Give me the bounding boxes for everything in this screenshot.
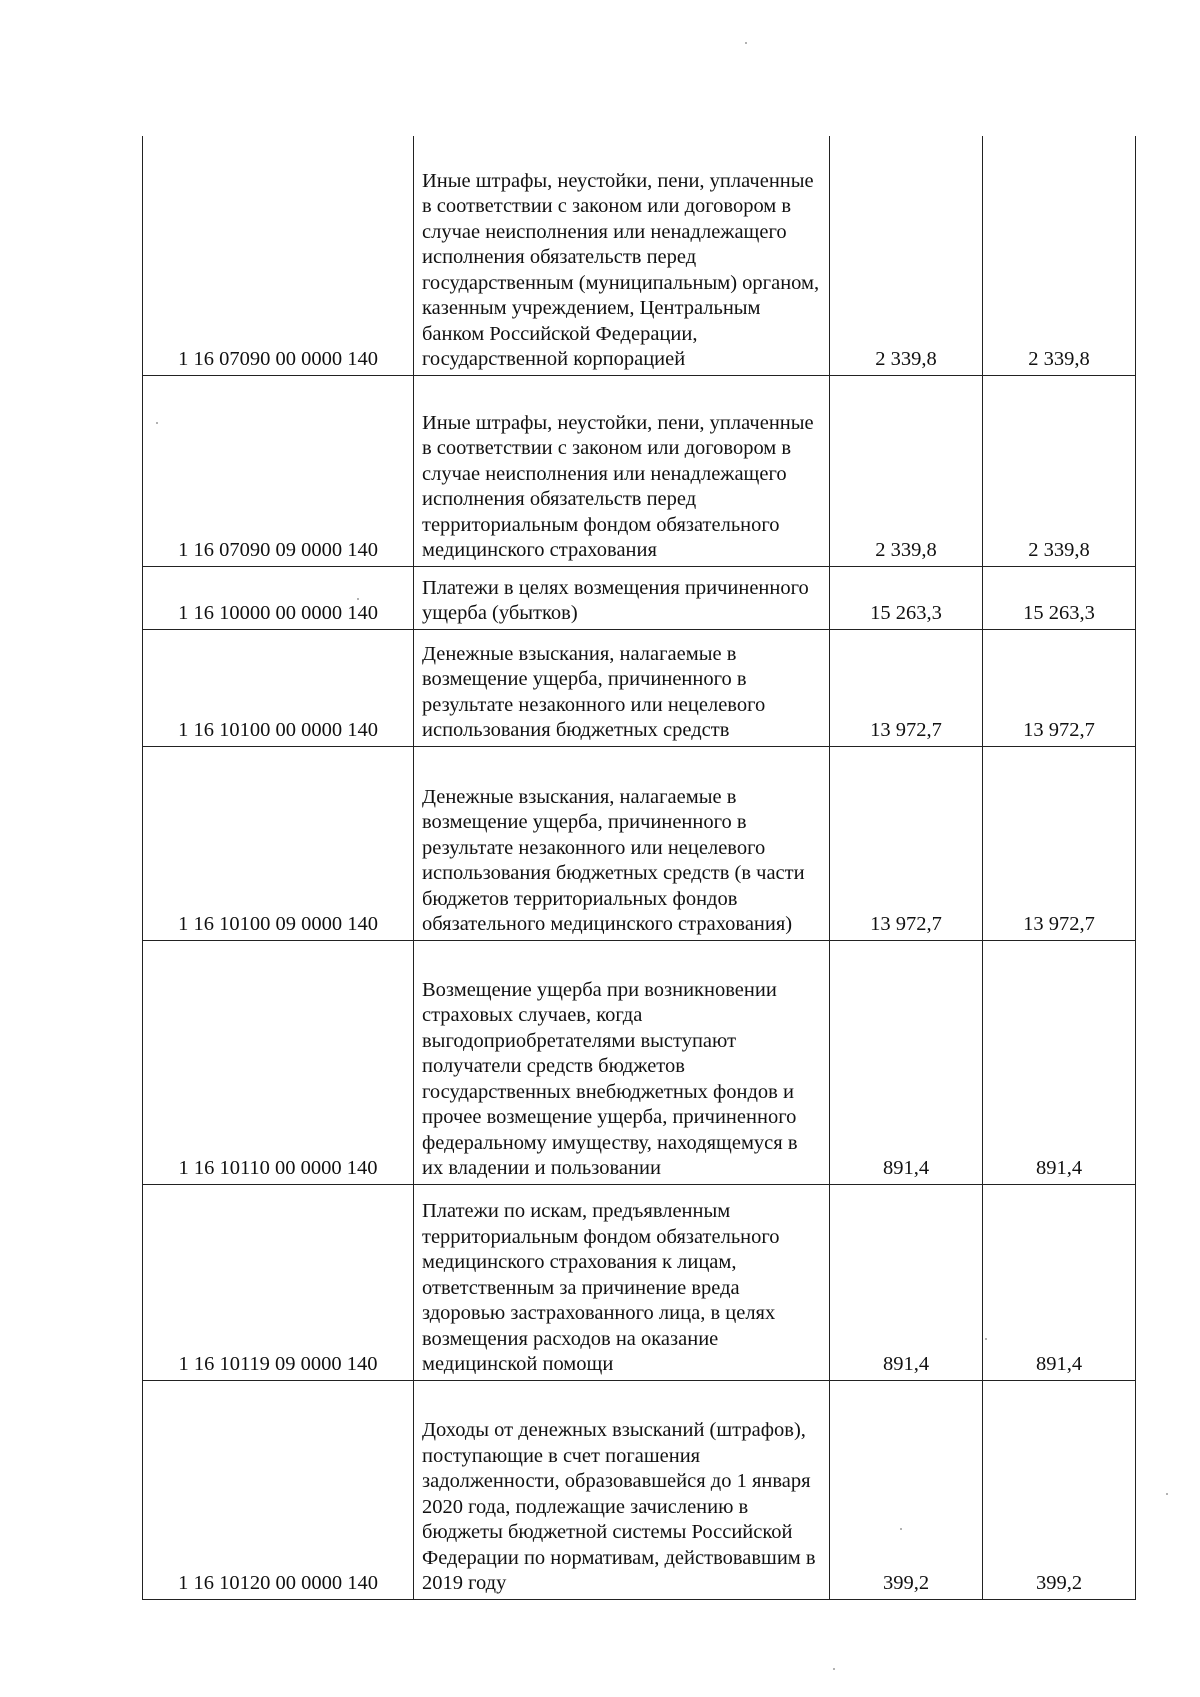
table-row — [143, 629, 1136, 746]
amount-column-1: 891,4 — [830, 940, 983, 1184]
revenue-description: Платежи по искам, предъявленным территориальным фондом обязательного медицинского страхования к лицам, ответственным за причинение вреда здоровью застрахованного лица, в целях возмещения расходов на оказание медицинской помощи — [414, 1184, 830, 1380]
scan-speck — [985, 1338, 987, 1340]
amount-column-1: 13 972,7 — [830, 746, 983, 940]
amount-column-1: 15 263,3 — [830, 566, 983, 629]
amount-column-1: 13 972,7 — [830, 629, 983, 746]
table-row — [143, 136, 1136, 375]
revenue-description: Доходы от денежных взысканий (штрафов), поступающие в счет погашения задолженности, образовавшейся до 1 января 2020 года, подлежащие зачислению в бюджеты бюджетной системы Российской Федерации по нормативам, действовавшим в 2019 году — [414, 1380, 830, 1599]
revenue-description: Иные штрафы, неустойки, пени, уплаченные в соответствии с законом или договором в случае неисполнения или ненадлежащего исполнения обязательств перед территориальным фондом обязательного медицинского страхования — [414, 375, 830, 566]
table-row — [143, 940, 1136, 1184]
amount-column-1: 891,4 — [830, 1184, 983, 1380]
revenue-description: Иные штрафы, неустойки, пени, уплаченные в соответствии с законом или договором в случае неисполнения или ненадлежащего исполнения обязательств перед государственным (муниципальным) органом, казенным учреждением, Центральным банком Российской Федерации, государственной корпорацией — [414, 136, 830, 375]
table-row — [143, 375, 1136, 566]
amount-column-2: 15 263,3 — [983, 566, 1136, 629]
amount-column-1: 2 339,8 — [830, 136, 983, 375]
table-row — [143, 566, 1136, 629]
amount-column-2: 13 972,7 — [983, 629, 1136, 746]
amount-column-2: 2 339,8 — [983, 375, 1136, 566]
scan-speck — [900, 1528, 902, 1530]
revenue-code: 1 16 10120 00 0000 140 — [143, 1380, 414, 1599]
amount-column-2: 2 339,8 — [983, 136, 1136, 375]
scan-speck — [357, 598, 359, 600]
revenue-description: Денежные взыскания, налагаемые в возмещение ущерба, причиненного в результате незаконного или нецелевого использования бюджетных средств (в части бюджетов территориальных фондов обязательного медицинского страхования) — [414, 746, 830, 940]
revenue-code: 1 16 10100 00 0000 140 — [143, 629, 414, 746]
amount-column-2: 13 972,7 — [983, 746, 1136, 940]
amount-column-2: 891,4 — [983, 1184, 1136, 1380]
revenue-code: 1 16 10110 00 0000 140 — [143, 940, 414, 1184]
amount-column-1: 399,2 — [830, 1380, 983, 1599]
revenue-code: 1 16 07090 09 0000 140 — [143, 375, 414, 566]
revenue-code: 1 16 10100 09 0000 140 — [143, 746, 414, 940]
revenue-code: 1 16 07090 00 0000 140 — [143, 136, 414, 375]
amount-column-2: 399,2 — [983, 1380, 1136, 1599]
scan-speck — [833, 1668, 835, 1670]
scan-speck — [1166, 1493, 1168, 1495]
table-row — [143, 1184, 1136, 1380]
revenue-table — [142, 136, 1136, 1600]
table-row — [143, 1380, 1136, 1599]
amount-column-2: 891,4 — [983, 940, 1136, 1184]
amount-column-1: 2 339,8 — [830, 375, 983, 566]
revenue-code: 1 16 10000 00 0000 140 — [143, 566, 414, 629]
revenue-code: 1 16 10119 09 0000 140 — [143, 1184, 414, 1380]
revenue-description: Платежи в целях возмещения причиненного ущерба (убытков) — [414, 566, 830, 629]
revenue-description: Денежные взыскания, налагаемые в возмещение ущерба, причиненного в результате незаконного или нецелевого использования бюджетных средств — [414, 629, 830, 746]
scan-speck — [745, 42, 747, 44]
scan-speck — [156, 422, 158, 424]
revenue-description: Возмещение ущерба при возникновении страховых случаев, когда выгодоприобретателями выступают получатели средств бюджетов государственных внебюджетных фондов и прочее возмещение ущерба, причиненного федеральному имуществу, находящемуся в их владении и пользовании — [414, 940, 830, 1184]
table-row — [143, 746, 1136, 940]
